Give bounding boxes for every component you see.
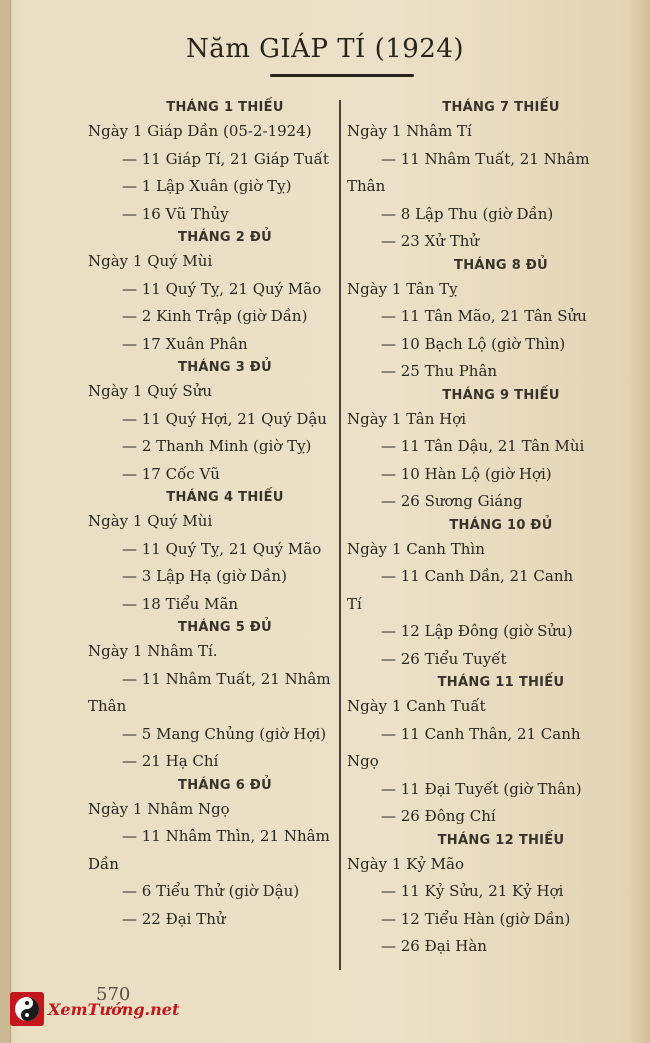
month-start-line: Ngày 1 Canh Tuất [347,697,486,715]
calendar-entry: — 12 Lập Đông (giờ Sửu) [381,622,573,640]
month-start-line: Ngày 1 Tân Hợi [347,409,467,428]
calendar-entry: — 3 Lập Hạ (giờ Dần) [122,567,287,585]
calendar-entry: — 23 Xử Thử [381,232,480,250]
month-start-line: Ngày 1 Canh Thìn [347,539,485,558]
calendar-entry: — 2 Kinh Trập (giờ Dần) [122,307,308,325]
yin-yang-icon [10,992,44,1026]
calendar-entry: — 11 Tân Dậu, 21 Tân Mùi [381,437,585,455]
calendar-entry: — 11 Quý Tỵ, 21 Quý Mão [122,539,322,558]
page-left-edge [0,0,11,1043]
month-start-line: Ngày 1 Nhâm Tí. [88,642,218,660]
watermark-text: XemTướng.net [48,999,180,1019]
entry-continuation: Dần [88,854,119,873]
calendar-entry: — 8 Lập Thu (giờ Dần) [381,204,554,223]
month-start-line: Ngày 1 Quý Mùi [88,252,213,270]
calendar-entry: — 26 Sương Giáng [381,492,523,510]
month-header: THÁNG 12 THIẾU [437,832,565,848]
month-block [347,831,637,961]
month-start-line: Ngày 1 Kỷ Mão [347,854,465,873]
month-header: THÁNG 9 THIẾU [442,387,560,403]
month-header: THÁNG 7 THIẾU [442,100,560,115]
entry-continuation: Thân [88,697,127,715]
entry-continuation: Thân [347,177,386,195]
month-header: THÁNG 5 ĐỦ [178,620,272,635]
month-header: THÁNG 1 THIẾU [166,100,284,115]
right-column [347,98,637,961]
month-block [88,618,338,776]
month-block [88,98,338,228]
watermark-logo[interactable] [10,992,179,1026]
month-block [347,673,637,831]
calendar-entry: — 2 Thanh Minh (giờ Tỵ) [122,437,312,455]
calendar-entry: — 6 Tiểu Thử (giờ Dậu) [122,882,300,900]
calendar-entry: — 26 Tiểu Tuyết [381,649,507,668]
calendar-entry: — 11 Kỷ Sửu, 21 Kỷ Hợi [381,882,564,900]
month-start-line: Ngày 1 Nhâm Tí [347,122,472,140]
left-column [88,98,338,933]
calendar-entry: — 11 Canh Dần, 21 Canh [381,567,574,585]
month-header: THÁNG 6 ĐỦ [178,777,272,793]
month-block [347,386,637,516]
month-header: THÁNG 2 ĐỦ [178,230,272,245]
month-block [347,98,637,256]
calendar-entry: — 10 Bạch Lộ (giờ Thìn) [381,334,566,353]
month-start-line: Ngày 1 Nhâm Ngọ [88,799,230,818]
month-start-line: Ngày 1 Giáp Dần (05-2-1924) [88,122,312,140]
calendar-entry: — 22 Đại Thử [122,909,226,928]
calendar-entry: — 17 Cốc Vũ [122,464,220,483]
calendar-entry: — 26 Đại Hàn [381,937,487,955]
calendar-entry: — 10 Hàn Lộ (giờ Hợi) [381,464,552,483]
calendar-entry: — 11 Nhâm Thìn, 21 Nhâm [122,827,330,845]
calendar-entry: — 11 Quý Tỵ, 21 Quý Mão [122,279,322,298]
calendar-entry: — 11 Nhâm Tuất, 21 Nhâm [122,669,331,688]
calendar-entry: — 11 Đại Tuyết (giờ Thân) [381,779,582,798]
month-block [88,776,338,934]
month-header: THÁNG 8 ĐỦ [454,257,548,273]
calendar-entry: — 16 Vũ Thủy [122,204,229,223]
calendar-entry: — 11 Nhâm Tuất, 21 Nhâm [381,149,590,168]
entry-continuation: Ngọ [347,752,379,770]
calendar-entry: — 21 Hạ Chí [122,752,219,770]
month-block [347,516,637,674]
month-start-line: Ngày 1 Quý Mùi [88,512,213,530]
month-header: THÁNG 10 ĐỦ [449,517,553,533]
calendar-entry: — 11 Quý Hợi, 21 Quý Dậu [122,409,327,428]
entry-continuation: Tí [347,594,362,613]
month-block [88,358,338,488]
title-underline [270,74,414,77]
calendar-entry: — 12 Tiểu Hàn (giờ Dần) [381,909,571,928]
page-title: Năm GIÁP TÍ (1924) [185,34,465,64]
calendar-entry: — 5 Mang Chủng (giờ Hợi) [122,724,327,743]
column-divider [339,100,341,970]
month-block [88,228,338,358]
calendar-entry: — 17 Xuân Phân [122,334,248,353]
calendar-entry: — 26 Đông Chí [381,807,496,825]
page-number: 570 [96,984,131,1005]
month-start-line: Ngày 1 Tân Tỵ [347,279,458,298]
month-block [347,256,637,386]
month-header: THÁNG 11 THIẾU [437,675,565,690]
calendar-entry: — 18 Tiểu Mãn [122,594,239,613]
month-block [88,488,338,618]
calendar-entry: — 11 Tân Mão, 21 Tân Sửu [381,307,587,325]
calendar-entry: — 11 Giáp Tí, 21 Giáp Tuất [122,149,329,168]
month-header: THÁNG 4 THIẾU [166,490,284,505]
month-header: THÁNG 3 ĐỦ [178,360,272,375]
month-start-line: Ngày 1 Quý Sửu [88,382,213,400]
calendar-entry: — 25 Thu Phân [381,362,498,380]
calendar-entry: — 1 Lập Xuân (giờ Tỵ) [122,177,292,195]
calendar-entry: — 11 Canh Thân, 21 Canh [381,724,581,743]
